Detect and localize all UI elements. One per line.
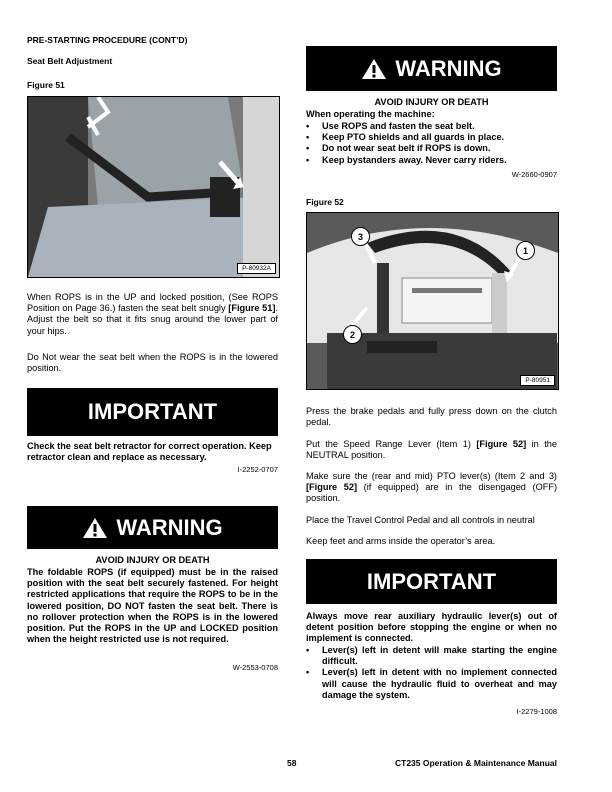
warning-heading-2: AVOID INJURY OR DEATH [95, 555, 210, 565]
figure-51-label: Figure 51 [27, 80, 65, 90]
callout-2: 2 [343, 325, 362, 344]
manual-title: CT235 Operation & Maintenance Manual [394, 758, 557, 768]
seat-belt-paragraph [27, 292, 278, 337]
paragraph-text: When ROPS is in the UP and locked position, (See ROPS Position on Page 36.) fasten the seat belt snugly [27, 292, 278, 314]
figure-reference: [Figure 51] [228, 303, 276, 314]
warning-text-2: The foldable ROPS (if equipped) must be in the raised position with the seat belt securely fastened. For height restricted applications that require the ROPS to be in the lowered position, DO NOT fasten the seat belt. There is no rollover protection when the ROPS is in the lowered position. Put the ROPS in the UP and LOCKED position when the height restricted use is not required. [27, 567, 278, 645]
control-levers-photo-image [307, 213, 558, 389]
warning-list-1 [306, 121, 557, 166]
rops-lowered-paragraph: Do Not wear the seat belt when the ROPS is in the lowered position. [27, 352, 278, 374]
warning-list-item: • Use ROPS and fasten the seat belt. [306, 121, 557, 132]
figure-52-photo-code: P-80951 [520, 375, 555, 386]
important-code-2: I-2279-1008 [516, 707, 557, 716]
warning-banner-1 [306, 46, 557, 91]
callout-3: 3 [351, 227, 370, 246]
important-banner-1 [27, 388, 278, 436]
warning-list-item: • Keep bystanders away. Never carry riders. [306, 155, 557, 166]
important-list-2 [306, 645, 557, 701]
warning-triangle-icon [82, 517, 108, 539]
pto-paragraph [306, 471, 557, 505]
paragraph-text: Put the Speed Range Lever (Item 1) [306, 439, 477, 449]
warning-subheading-1: When operating the machine: [306, 109, 435, 119]
figure-reference: [Figure 52] [306, 482, 358, 493]
figure-reference: [Figure 52] [476, 439, 527, 449]
warning-banner-2 [27, 506, 278, 549]
important-text-2: Always move rear auxiliary hydraulic lever(s) out of detent position before stopping the engine or when no implement is connected. [306, 611, 557, 644]
important-list-item: • Lever(s) left in detent with no implement connected will cause the hydraulic fluid to overheat and may damage the system. [306, 667, 557, 701]
warning-list-item: • Do not wear seat belt if ROPS is down. [306, 143, 557, 154]
figure-51-photo-code: P-80932A [237, 263, 276, 274]
speed-range-paragraph [306, 439, 557, 461]
warning-code-2: W-2553-0708 [232, 663, 278, 672]
important-banner-2 [306, 559, 557, 604]
seat-belt-photo-image [28, 97, 279, 277]
important-title: IMPORTANT [366, 568, 497, 594]
paragraph-text: in the NEUTRAL position. [306, 439, 557, 461]
warning-code-1: W-2660-0907 [511, 170, 557, 179]
callout-1: 1 [516, 241, 535, 260]
figure-52-photo [306, 212, 559, 390]
brake-paragraph: Press the brake pedals and fully press down on the clutch pedal. [306, 406, 557, 428]
warning-triangle-icon [361, 58, 387, 80]
figure-52-label: Figure 52 [306, 197, 344, 207]
important-code-1: I-2252-0707 [237, 465, 278, 474]
important-list-item: • Lever(s) left in detent will make starting the engine difficult. [306, 645, 557, 667]
page-title: PRE-STARTING PROCEDURE (CONT’D) [27, 35, 188, 45]
travel-control-paragraph: Place the Travel Control Pedal and all controls in neutral [306, 515, 535, 525]
warning-title: WARNING [395, 55, 502, 81]
feet-arms-paragraph: Keep feet and arms inside the operator’s area. [306, 536, 496, 546]
important-text-1: Check the seat belt retractor for correct operation. Keep retractor clean and replace as necessary. [27, 441, 272, 463]
warning-title: WARNING [116, 514, 223, 540]
warning-list-item: • Keep PTO shields and all guards in place. [306, 132, 557, 143]
section-subheading: Seat Belt Adjustment [27, 56, 113, 66]
paragraph-text: Make sure the (rear and mid) PTO lever(s) (Item 2 and 3) [306, 471, 557, 481]
paragraph-text: . Adjust the belt so that it fits snug around the lower part of your hips. [27, 303, 279, 336]
page-number: 58 [287, 758, 297, 768]
important-title: IMPORTANT [87, 399, 218, 424]
figure-51-photo [27, 96, 280, 278]
warning-heading-1: AVOID INJURY OR DEATH [374, 97, 489, 107]
paragraph-text: (if equipped) are in the disengaged (OFF) position. [306, 482, 558, 504]
